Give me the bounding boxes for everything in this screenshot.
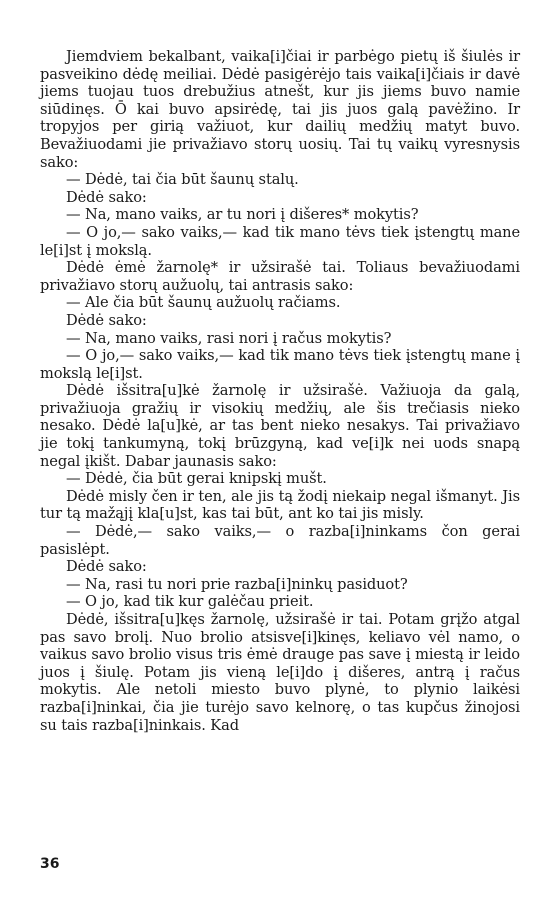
paragraph: — O jo, kad tik kur galėčau prieit. xyxy=(66,593,314,611)
paragraph: Jiemdviem bekalbant, vaika[i]čiai ir parbėgo pietų iš šiulės ir pasveikino dėdę meiliai. Dėdė pasigėrėjo tais vaika[i]čiais ir davė jiems tuojau tuos drebužius atnešt, kur jis jiems buvo namie siūdinęs. Ō kai buvo apsirėdę, tai jis juos galą pavėžino. Ir tropyjos per girią važiuot, kur dailių medžių matyt buvo. Bevažiuodami jie privažiavo storų uosių. Tai tų vaikų vyresnysis sako: xyxy=(40,48,520,171)
paragraph: — Na, rasi tu nori prie razba[i]ninkų pasiduot? xyxy=(66,575,408,593)
paragraph: — Dėdė, čia būt gerai knipskį mušt. xyxy=(66,470,327,488)
paragraph: — O jo,— sako vaiks,— kad tik mano tėvs tiek įstengtų mane į mokslą le[i]st. xyxy=(40,347,520,382)
paragraph: — O jo,— sako vaiks,— kad tik mano tėvs tiek įstengtų mane le[i]st į mokslą. xyxy=(40,223,520,259)
page-number: 36 xyxy=(40,856,60,872)
body-text xyxy=(40,48,520,734)
paragraph: Dėdė, išsitra[u]kęs žarnolę, užsirašė ir tai. Potam grįžo atgal pas savo brolį. Nuo brolio atsisve[i]kinęs, keliavo vėl namo, o vaikus savo brolio visus tris ėmė drauge pas save į miestą ir leido juos į šiulę. Potam jis vieną le[i]do į dišeres, antrą į račus mokytis. Ale netoli miesto buvo plynė, to plynio laikėsi razba[i]ninkai, čia jie turėjo savo kelnorę, o tas kupčus žinojosi su tais razba[i]ninkais. Kad xyxy=(40,611,520,734)
paragraph: Dėdė išsitra[u]kė žarnolę ir užsirašė. Važiuoja da galą, privažiuoja gražių ir visokių medžių, ale šis trečiasis nieko nesako. Dėdė la[u]kė, ar tas bent nieko nesakys. Tai privažiavo jie tokį tankumyną, tokį brūzgyną, kad ve[i]k nei uods snapą negal įkišt. Dabar jaunasis sako: xyxy=(40,382,520,470)
paragraph: Dėdė ėmė žarnolę* ir užsirašė tai. Toliaus bevažiuodami privažiavo storų aužuolų, tai antrasis sako: xyxy=(40,259,520,294)
paragraph: Dėdė sako: xyxy=(66,188,147,206)
paragraph: — Na, mano vaiks, rasi nori į račus mokytis? xyxy=(66,329,392,347)
paragraph: — Dėdė, tai čia būt šaunų stalų. xyxy=(66,171,299,189)
paragraph: Dėdė sako: xyxy=(66,311,147,329)
paragraph: Dėdė sako: xyxy=(66,558,147,576)
paragraph: — Dėdė,— sako vaiks,— o razba[i]ninkams čon gerai pasislėpt. xyxy=(40,523,520,558)
paragraph: — Na, mano vaiks, ar tu nori į dišeres* mokytis? xyxy=(66,206,419,224)
paragraph: Dėdė misly čen ir ten, ale jis tą žodį niekaip negal išmanyt. Jis tur tą mažąjį kla[u]st, kas tai būt, ant ko tai jis misly. xyxy=(40,487,520,523)
paragraph: — Ale čia būt šaunų aužuolų račiams. xyxy=(66,294,341,312)
